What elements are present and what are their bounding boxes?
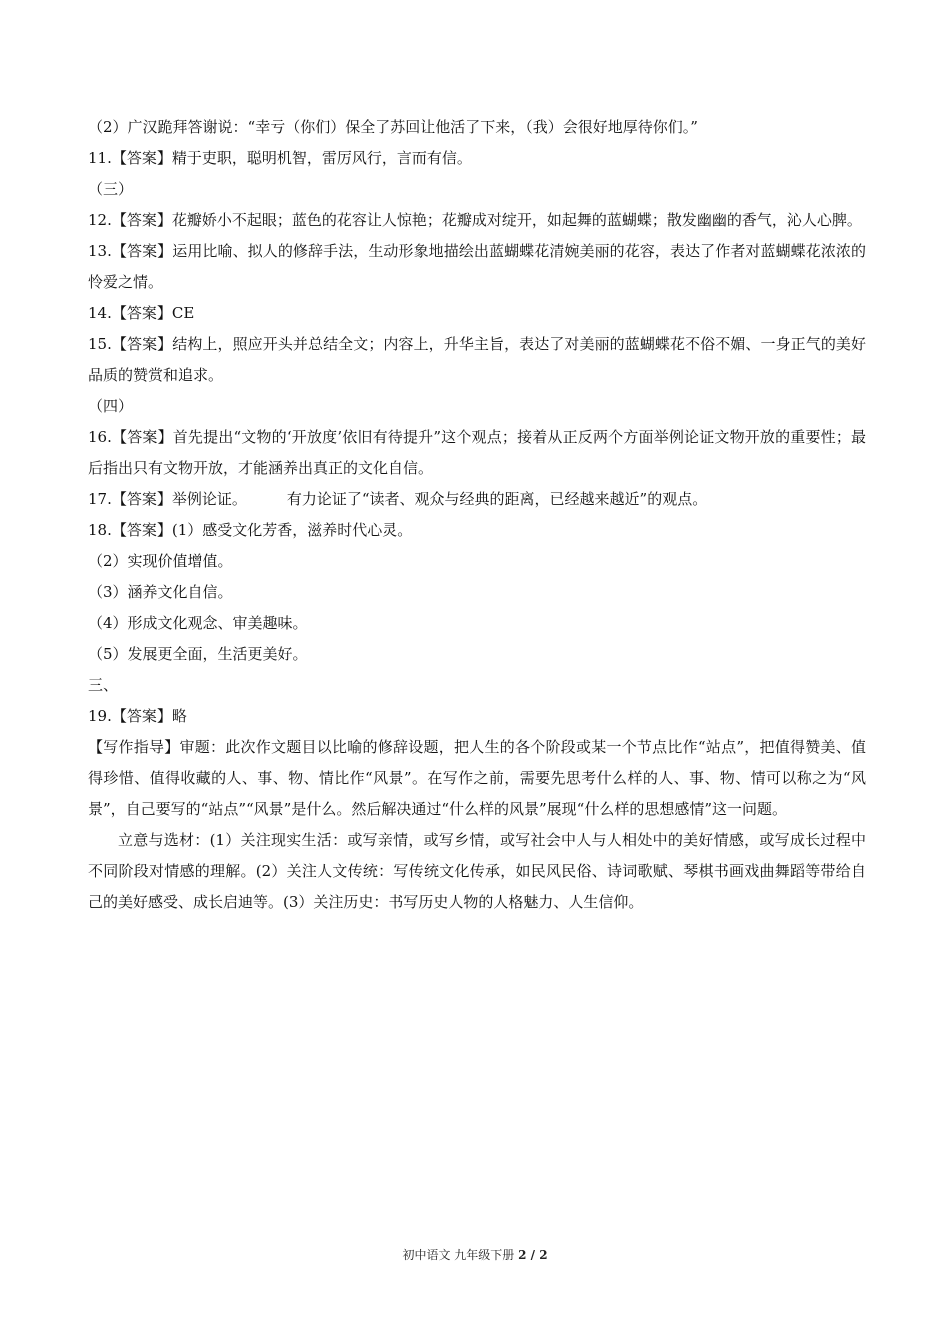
answer-12: 12.【答案】花瓣娇小不起眼；蓝色的花容让人惊艳；花瓣成对绽开，如起舞的蓝蝴蝶；散发幽幽的香气，沁人心脾。	[88, 211, 862, 229]
answer-14: 14.【答案】CE	[88, 304, 195, 322]
answer-line-10-2: （2）广汉跪拜答谢说：“幸亏（你们）保全了苏回让他活了下来，（我）会很好地厚待你们。”	[88, 118, 698, 136]
answer-18-2: （2）实现价值增值。	[88, 552, 233, 570]
answer-17-method: 17.【答案】举例论证。	[88, 490, 247, 508]
answer-18-5: （5）发展更全面，生活更美好。	[88, 645, 308, 663]
answer-15: 15.【答案】结构上，照应开头并总结全文；内容上，升华主旨，表达了对美丽的蓝蝴蝶花不俗不媚、一身正气的美好品质的赞赏和追求。	[88, 335, 866, 384]
page-footer	[0, 1247, 950, 1263]
section-heading-4: （四）	[88, 397, 134, 415]
answer-18-3: （3）涵养文化自信。	[88, 583, 233, 601]
answer-17	[88, 484, 866, 515]
answer-13: 13.【答案】运用比喻、拟人的修辞手法，生动形象地描绘出蓝蝴蝶花清婉美丽的花容，表达了作者对蓝蝴蝶花浓浓的怜爱之情。	[88, 242, 866, 291]
answer-18-4: （4）形成文化观念、审美趣味。	[88, 614, 308, 632]
writing-topic-selection: 立意与选材：(1）关注现实生活：或写亲情，或写乡情，或写社会中人与人相处中的美好情感，或写成长过程中不同阶段对情感的理解。(2）关注人文传统：写传统文化传承，如民风民俗、诗词歌赋、琴棋书画戏曲舞蹈等带给自己的美好感受、成长启迪等。(3）关注历史：书写历史人物的人格魅力、人生信仰。	[88, 831, 866, 911]
footer-subject: 初中语文 九年级下册	[402, 1248, 515, 1262]
writing-guidance: 【写作指导】审题：此次作文题目以比喻的修辞设题，把人生的各个阶段或某一个节点比作“站点”，把值得赞美、值得珍惜、值得收藏的人、事、物、情比作“风景”。在写作之前，需要先思考什么样的人、事、物、情可以称之为“风景”，自己要写的“站点”“风景”是什么。然后解决通过“什么样的风景”展现“什么样的思想感情”这一问题。	[88, 738, 866, 818]
answer-18-1: 18.【答案】(1）感受文化芳香，滋养时代心灵。	[88, 521, 413, 539]
section-heading-3: （三）	[88, 180, 134, 198]
answer-17-effect: 有力论证了“读者、观众与经典的距离，已经越来越近”的观点。	[286, 490, 708, 508]
answer-19: 19.【答案】略	[88, 707, 187, 725]
answer-16: 16.【答案】首先提出“文物的‘开放度’依旧有待提升”这个观点；接着从正反两个方面举例论证文物开放的重要性；最后指出只有文物开放，才能涵养出真正的文化自信。	[88, 428, 866, 477]
footer-page-number: 2 / 2	[518, 1248, 548, 1262]
answer-11: 11.【答案】精于吏职，聪明机智，雷厉风行，言而有信。	[88, 149, 472, 167]
answer-content	[88, 112, 866, 918]
section-heading-three: 三、	[88, 676, 119, 694]
